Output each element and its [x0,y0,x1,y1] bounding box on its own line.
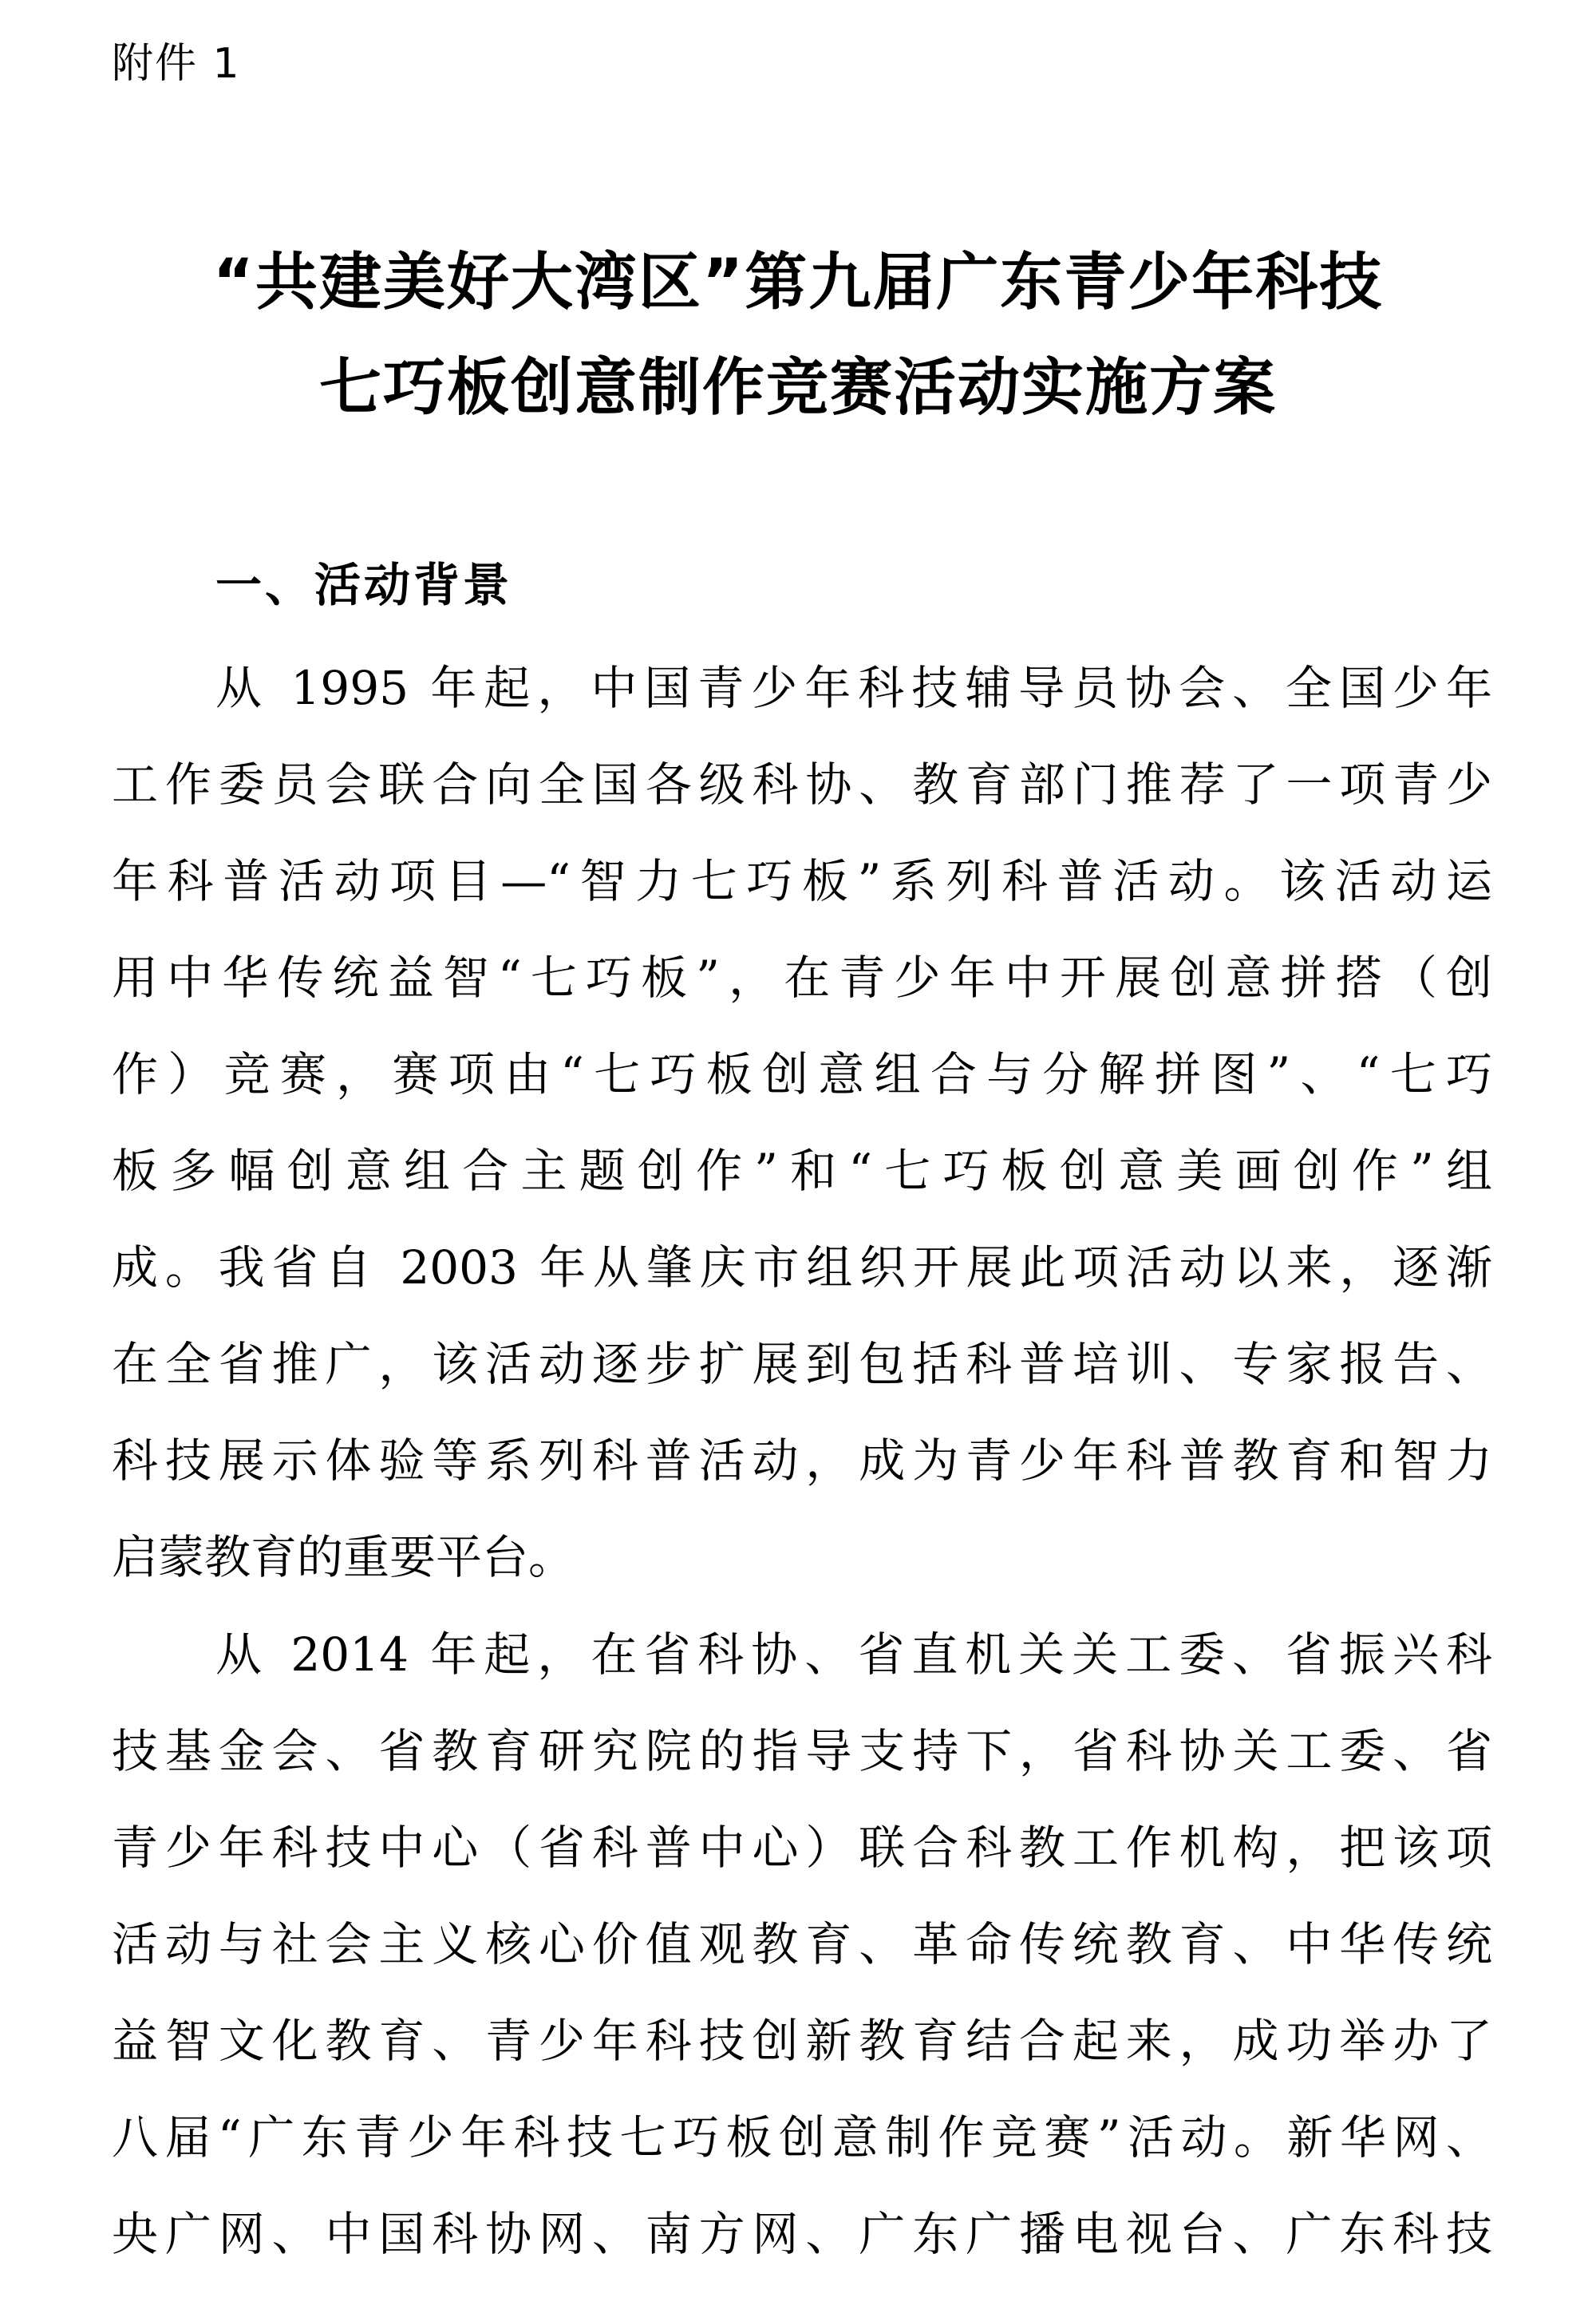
title-line-2: 七巧板创意制作竞赛活动实施方案 [318,352,1277,424]
paragraph-line: 工作委员会联合向全国各级科协、教育部门推荐了一项青少 [112,757,1492,812]
paragraph-line: 用中华传统益智“七巧板”，在青少年中开展创意拼搭（创 [112,951,1492,1005]
paragraph-line: 科技展示体验等系列科普活动，成为青少年科普教育和智力 [112,1433,1492,1488]
document-title [80,230,1516,441]
paragraph-line: 作）竞赛，赛项由“七巧板创意组合与分解拼图”、“七巧 [112,1047,1492,1101]
paragraph-line: 在全省推广，该活动逐步扩展到包括科普培训、专家报告、 [112,1337,1492,1391]
attachment-label: 附件 1 [112,40,241,88]
section-heading: 一、活动背景 [215,558,513,612]
paragraph-line: 成。我省自 2003 年从肇庆市组织开展此项活动以来，逐渐 [112,1240,1492,1295]
paragraph-line: 技基金会、省教育研究院的指导支持下，省科协关工委、省 [112,1724,1492,1778]
paragraph-line: 益智文化教育、青少年科技创新教育结合起来，成功举办了 [112,2014,1492,2068]
paragraph-line: 活动与社会主义核心价值观教育、革命传统教育、中华传统 [112,1917,1492,1971]
paragraph-line: 从 1995 年起，中国青少年科技辅导员协会、全国少年 [215,661,1492,715]
paragraph-line: 启蒙教育的重要平台。 [112,1530,575,1584]
paragraph-line: 年科普活动项目—“智力七巧板”系列科普活动。该活动运 [112,854,1492,908]
paragraph-2 [112,1607,1492,2283]
paragraph-line: 央广网、中国科协网、南方网、广东广播电视台、广东科技 [112,2207,1492,2261]
paragraph-1 [112,640,1492,1606]
paragraph-line: 从 2014 年起，在省科协、省直机关关工委、省振兴科 [215,1627,1492,1682]
title-line-1: “共建美好大湾区”第九届广东青少年科技 [212,247,1384,318]
paragraph-line: 青少年科技中心（省科普中心）联合科教工作机构，把该项 [112,1821,1492,1875]
paragraph-line: 八届“广东青少年科技七巧板创意制作竞赛”活动。新华网、 [112,2110,1492,2165]
paragraph-line: 板多幅创意组合主题创作”和“七巧板创意美画创作”组 [112,1144,1492,1198]
